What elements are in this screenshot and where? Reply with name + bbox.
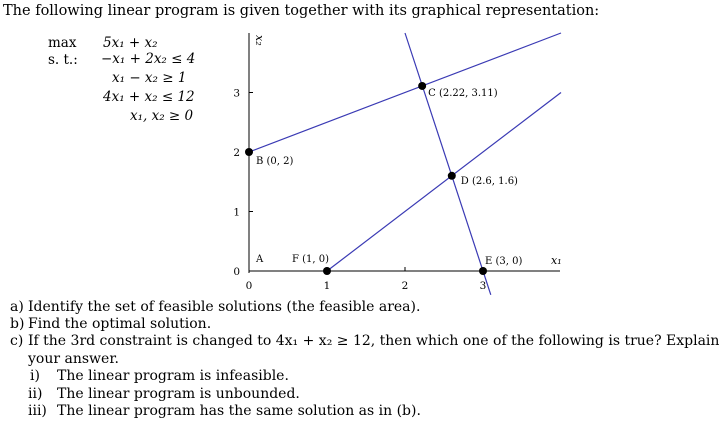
option-i-text: The linear program is infeasible. bbox=[57, 368, 289, 384]
point-f bbox=[323, 267, 331, 275]
point-c bbox=[418, 82, 426, 90]
x-tick-label: 0 bbox=[245, 280, 253, 292]
y-axis-label: x₂ bbox=[253, 35, 266, 46]
question-b-text: Find the optimal solution. bbox=[28, 316, 212, 332]
question-a-number: a) bbox=[10, 299, 24, 315]
y-tick-label: 0 bbox=[233, 266, 240, 278]
x-tick-label: 1 bbox=[323, 280, 331, 292]
point-label-d: D (2.6, 1.6) bbox=[460, 175, 518, 187]
point-e bbox=[479, 267, 487, 275]
point-b bbox=[245, 148, 253, 156]
question-b-number: b) bbox=[10, 316, 25, 332]
question-a-text: Identify the set of feasible solutions (the feasible area). bbox=[28, 299, 421, 315]
constraint-2: x₁ − x₂ ≥ 1 bbox=[112, 70, 187, 86]
option-iii-number: iii) bbox=[28, 403, 47, 419]
option-i-number: i) bbox=[30, 368, 40, 384]
intro-text: The following linear program is given together with its graphical representation: bbox=[3, 3, 600, 19]
objective-expression: 5x₁ + x₂ bbox=[103, 35, 158, 51]
x-axis-label: x₁ bbox=[551, 254, 562, 267]
constraint-line-2 bbox=[327, 93, 561, 272]
question-c-text: If the 3rd constraint is changed to 4x₁ + x₂ ≥ 12, then which one of the following is true? Explain bbox=[28, 333, 719, 349]
constraint-1: −x₁ + 2x₂ ≤ 4 bbox=[101, 51, 196, 67]
point-label-a: A bbox=[256, 254, 264, 265]
option-iii-text: The linear program has the same solution as in (b). bbox=[57, 403, 421, 419]
point-label-b: B (0, 2) bbox=[256, 156, 294, 167]
x-tick-label: 3 bbox=[479, 280, 487, 292]
y-tick-label: 2 bbox=[233, 147, 240, 159]
st-label: s. t.: bbox=[48, 52, 78, 68]
point-label-f: F (1, 0) bbox=[292, 254, 330, 265]
objective-label: max bbox=[48, 35, 77, 51]
point-d bbox=[448, 172, 456, 180]
constraint-4: x₁, x₂ ≥ 0 bbox=[130, 108, 194, 124]
point-label-e: E (3, 0) bbox=[485, 256, 523, 267]
y-tick-label: 1 bbox=[233, 206, 240, 219]
y-tick-label: 3 bbox=[233, 87, 240, 100]
question-c-number: c) bbox=[10, 333, 24, 349]
point-label-c: C (2.22, 3.11) bbox=[428, 87, 498, 99]
constraint-line-3 bbox=[405, 33, 491, 295]
x-tick-label: 2 bbox=[401, 280, 409, 292]
question-c-continuation: your answer. bbox=[28, 351, 119, 367]
option-ii-number: ii) bbox=[28, 386, 43, 402]
option-ii-text: The linear program is unbounded. bbox=[57, 386, 300, 402]
constraint-3: 4x₁ + x₂ ≤ 12 bbox=[103, 89, 195, 105]
constraint-line-1 bbox=[249, 33, 561, 152]
